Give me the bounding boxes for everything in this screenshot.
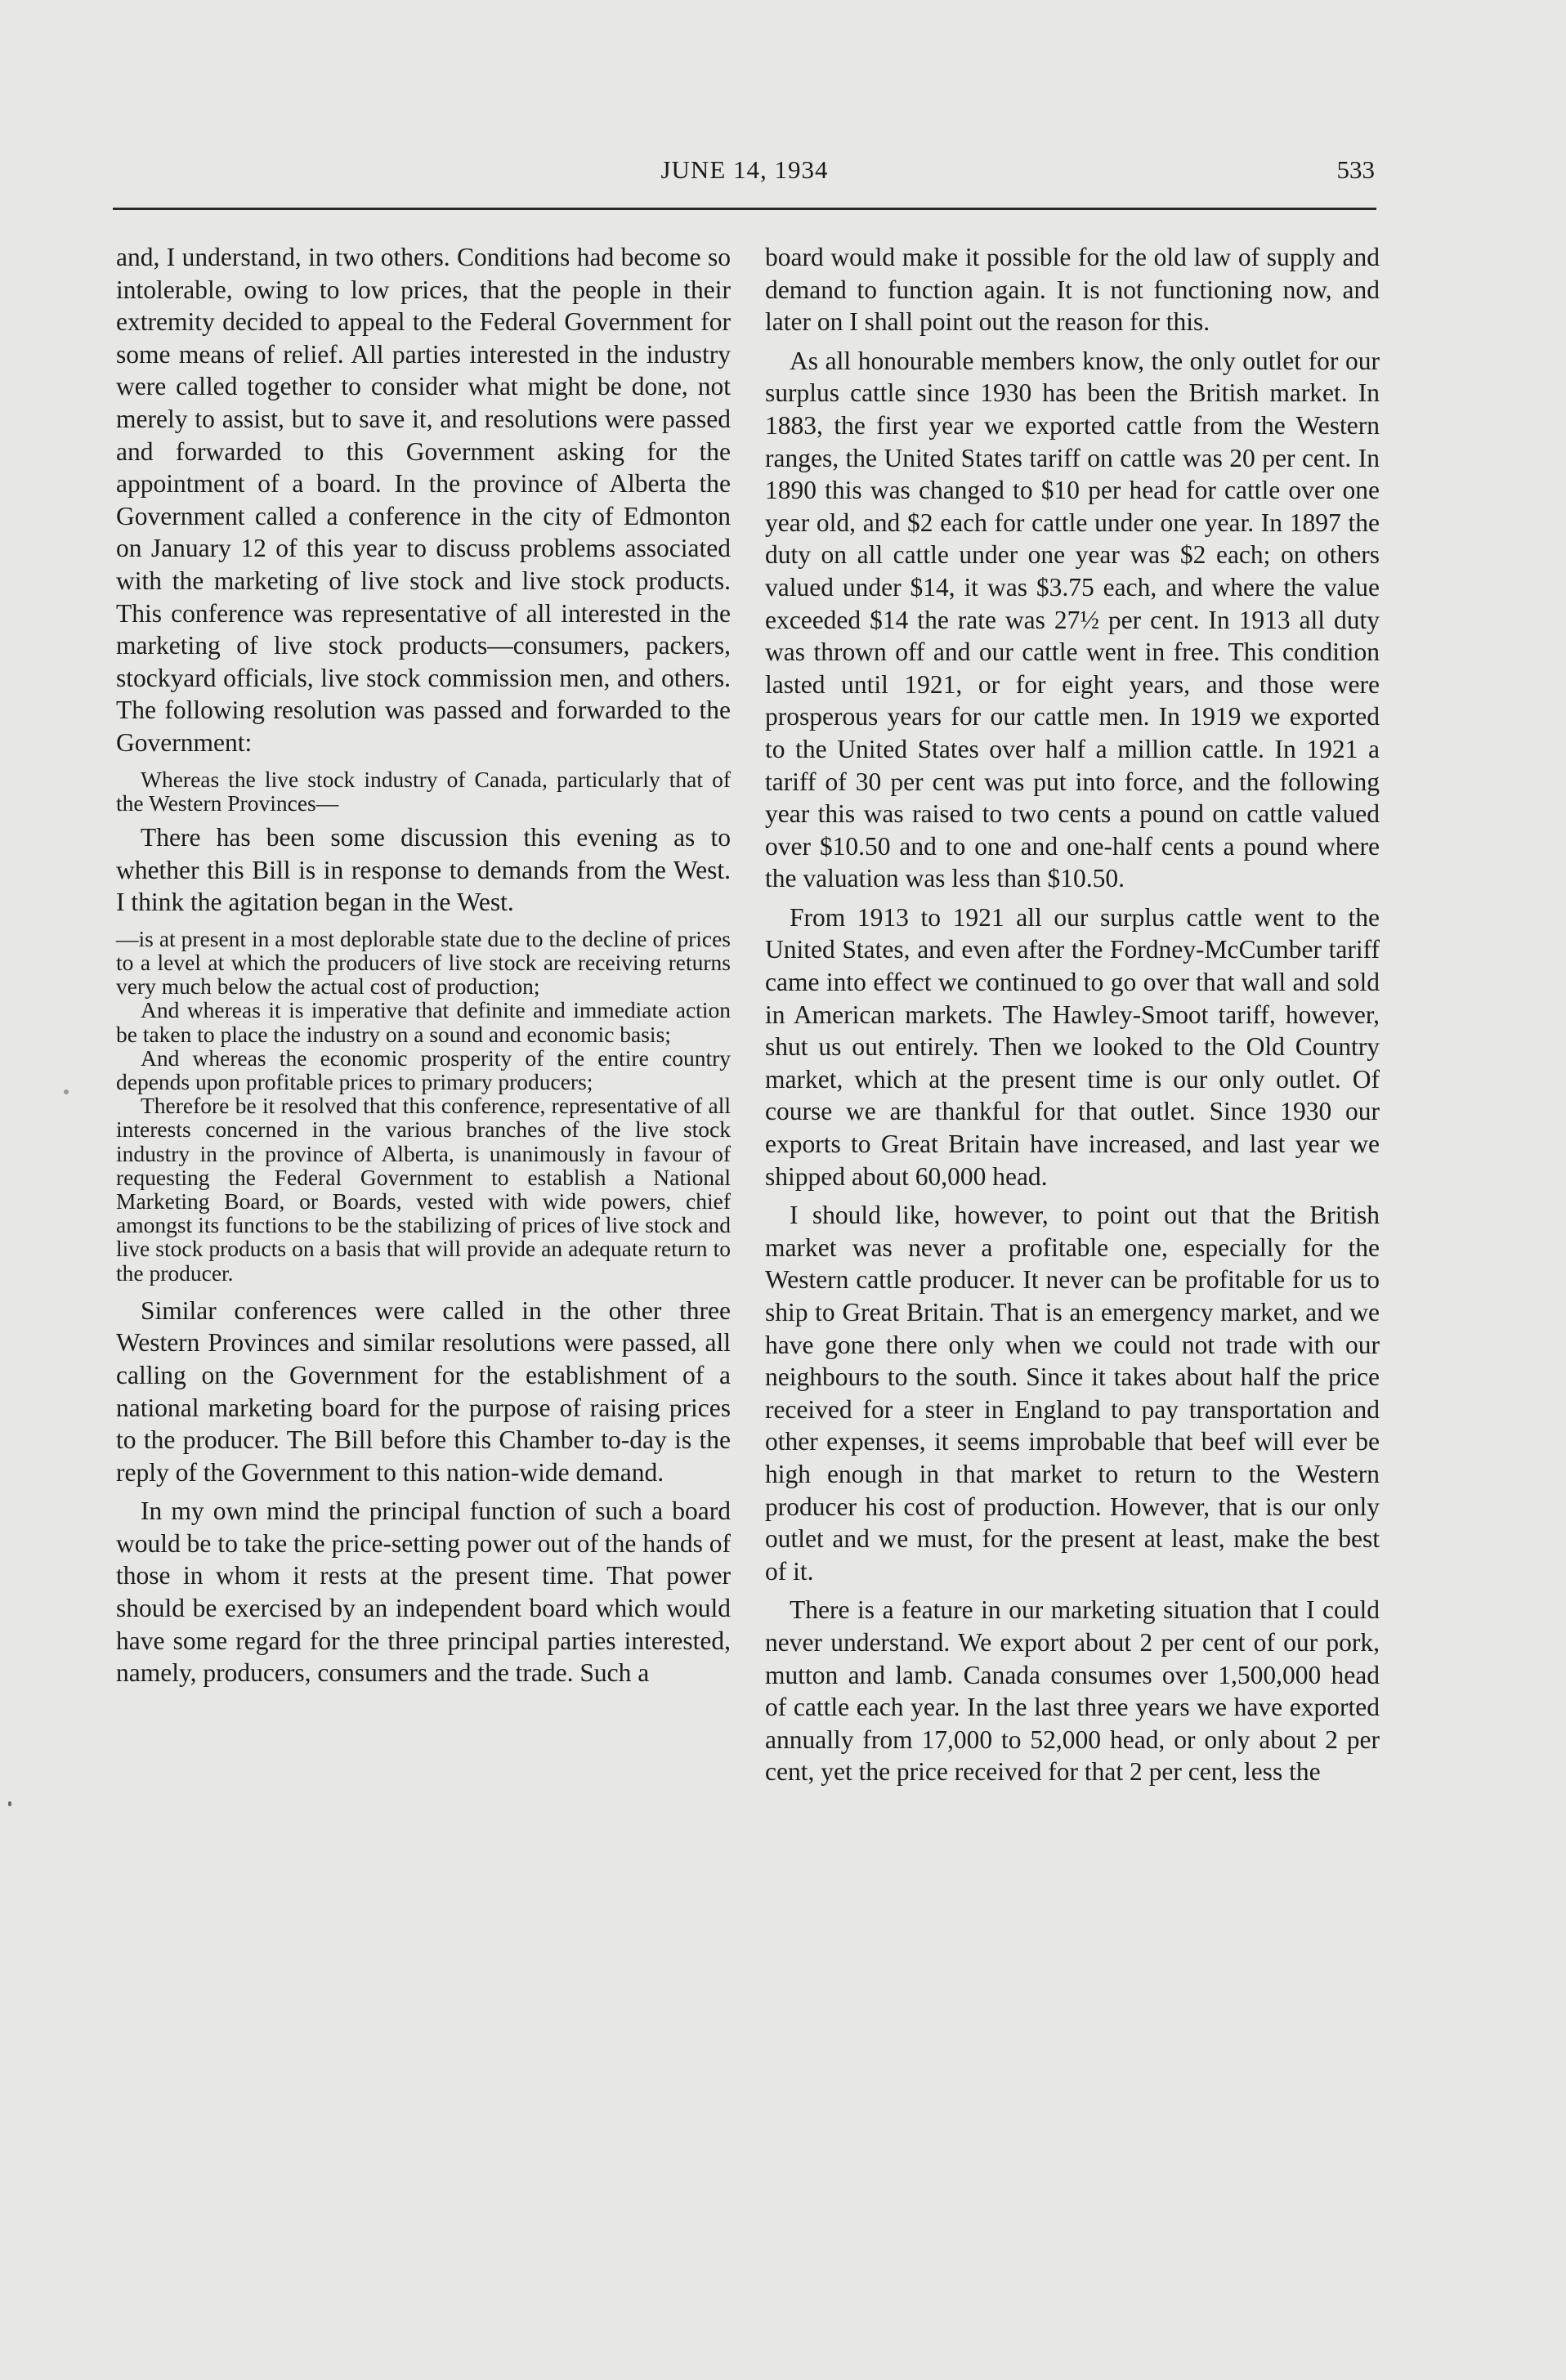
quoted-resolution: And whereas it is imperative that definite and immediate action be taken to place the industry on a sound and economic basis; [116, 997, 731, 1047]
page-number: 533 [1336, 155, 1375, 184]
paragraph: There is a feature in our marketing situation that I could never understand. We export about 2 per cent of our pork, mutton and lamb. Canada consumes over 1,500,000 head of cattle each year. In the last three years we have exported annually from 17,000 to 52,000 head, or only about 2 per cent, yet the price received for that 2 per cent, less the [765, 1595, 1380, 1787]
header-date: JUNE 14, 1934 [660, 155, 829, 184]
right-column [765, 241, 1380, 1788]
paragraph: Similar conferences were called in the other three Western Provinces and similar resolutions were passed, all calling on the Government for the establishment of a national marketing board for the purpose of raising prices to the producer. The Bill before this Chamber to-day is the reply of the Government to this nation-wide demand. [116, 1295, 731, 1487]
paragraph: From 1913 to 1921 all our surplus cattle went to the United States, and even after the Fordney-McCumber tariff came into effect we continued to go over that wall and sold in American markets. The Hawley-Smoot tariff, however, shut us out entirely. Then we looked to the Old Country market, which at the present time is our only outlet. Of course we are thankful for that outlet. Since 1930 our exports to Great Britain have increased, and last year we shipped about 60,000 head. [765, 902, 1380, 1191]
paragraph: There has been some discussion this evening as to whether this Bill is in response to demands from the West. I think the agitation began in the West. [116, 822, 731, 917]
quoted-resolution: Whereas the live stock industry of Canada, particularly that of the Western Provinces— [116, 766, 731, 816]
paragraph: board would make it possible for the old law of supply and demand to function again. It is not functioning now, and later on I shall point out the reason for this. [765, 243, 1380, 337]
margin-speck [64, 1089, 69, 1094]
quoted-resolution: And whereas the economic prosperity of the entire country depends upon profitable prices to primary producers; [116, 1045, 731, 1094]
quoted-resolution: —is at present in a most deplorable state due to the decline of prices to a level at which the producers of live stock are receiving returns very much below the actual cost of production; [116, 925, 731, 1000]
page-header [114, 155, 1375, 191]
quoted-resolution: Therefore be it resolved that this conference, representative of all interests concerned in the various branches of the live stock industry in the province of Alberta, is unanimously in favour of requesting the Federal Government to establish a National Marketing Board, or Boards, vested with wide powers, chief amongst its functions to be the stabilizing of prices of live stock and live stock products on a basis that will provide an adequate return to the producer. [116, 1093, 731, 1286]
header-rule [113, 208, 1376, 210]
paragraph: In my own mind the principal function of such a board would be to take the price-setting power out of the hands of those in whom it rests at the present time. That power should be exercised by an independent board which would have some regard for the three principal parties interested, namely, producers, consumers and the trade. Such a [116, 1496, 731, 1688]
paragraph: and, I understand, in two others. Conditions had become so intolerable, owing to low prices, that the people in their extremity decided to appeal to the Federal Government for some means of relief. All parties interested in the industry were called together to consider what might be done, not merely to assist, but to save it, and resolutions were passed and forwarded to this Government asking for the appointment of a board. In the province of Alberta the Government called a conference in the city of Edmonton on January 12 of this year to discuss problems associated with the marketing of live stock and live stock products. This conference was representative of all interested in the marketing of live stock products—consumers, packers, stockyard officials, live stock commission men, and others. The following resolution was passed and forwarded to the Government: [116, 243, 731, 757]
paragraph: As all honourable members know, the only outlet for our surplus cattle since 1930 has been the British market. In 1883, the first year we exported cattle from the Western ranges, the United States tariff on cattle was 20 per cent. In 1890 this was changed to $10 per head for cattle over one year old, and $2 each for cattle under one year. In 1897 the duty on all cattle under one year was $2 each; on others valued under $14, it was $3.75 each, and where the value exceeded $14 the rate was 27½ per cent. In 1913 all duty was thrown off and our cattle went in free. This condition lasted until 1921, or for eight years, and those were prosperous years for our cattle men. In 1919 we exported to the United States over half a million cattle. In 1921 a tariff of 30 per cent was put into force, and the following year this was raised to two cents a pound on cattle valued over $10.50 and to one and one-half cents a pound where the valuation was less than $10.50. [765, 346, 1380, 893]
paragraph: I should like, however, to point out that the British market was never a profitable one, especially for the Western cattle producer. It never can be profitable for us to ship to Great Britain. That is an emergency market, and we have gone there only when we could not trade with our neighbours to the south. Since it takes about half the price received for a steer in England to pay transportation and other expenses, it seems improbable that beef will ever be high enough in that market to return to the Western producer his cost of production. However, that is our only outlet and we must, for the present at least, make the best of it. [765, 1201, 1380, 1586]
margin-speck [8, 1801, 11, 1806]
left-column [116, 241, 731, 1689]
